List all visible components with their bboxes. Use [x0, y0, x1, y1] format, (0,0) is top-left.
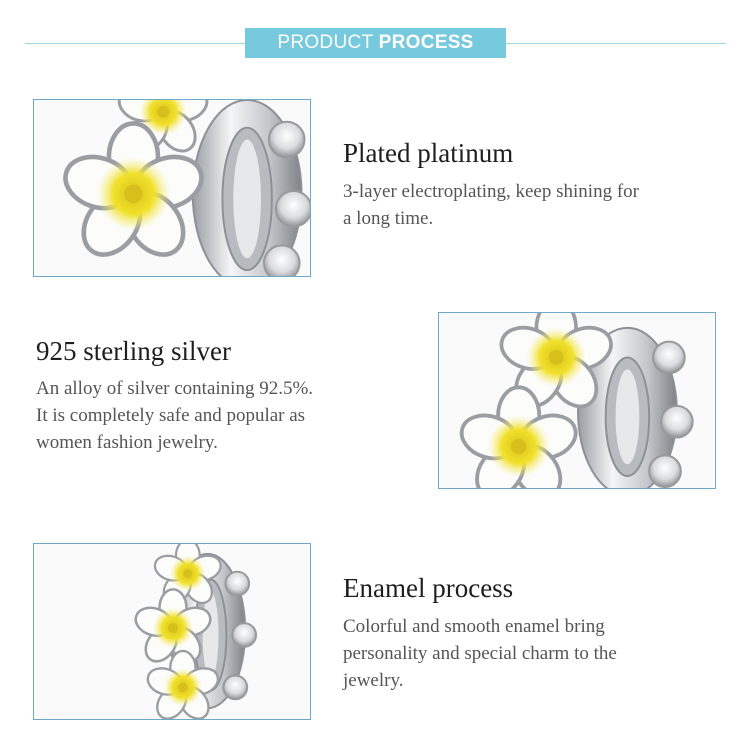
feature-title-enamel: Enamel process — [343, 573, 514, 603]
desc-line: a long time. — [343, 208, 434, 229]
desc-line: jewelry. — [343, 670, 404, 691]
feature-title-sterling-silver: 925 sterling silver — [36, 336, 231, 366]
desc-line: An alloy of silver containing 92.5%. — [36, 378, 314, 399]
product-photo-sterling-silver — [438, 312, 716, 489]
desc-line: Colorful and smooth enamel bring — [343, 616, 605, 637]
header-rule-left — [25, 43, 245, 44]
flower-charm-side-image — [439, 313, 715, 488]
section-header-badge — [245, 28, 506, 58]
header-rule-right — [506, 43, 726, 44]
product-photo-plated-platinum — [33, 99, 311, 277]
feature-desc-plated-platinum — [343, 178, 639, 232]
feature-title-plated-platinum: Plated platinum — [343, 138, 514, 168]
header-label-bold: PROCESS — [378, 32, 474, 53]
flower-charm-full-image — [34, 544, 310, 719]
product-photo-enamel — [33, 543, 311, 720]
feature-desc-enamel — [343, 613, 617, 694]
header-label-light: PRODUCT — [277, 32, 379, 53]
desc-line: 3-layer electroplating, keep shining for — [343, 181, 639, 202]
desc-line: personality and special charm to the — [343, 643, 617, 664]
feature-desc-sterling-silver — [36, 375, 313, 456]
desc-line: It is completely safe and popular as — [36, 405, 306, 426]
desc-line: women fashion jewelry. — [36, 432, 218, 453]
flower-charm-closeup-image — [34, 100, 310, 276]
